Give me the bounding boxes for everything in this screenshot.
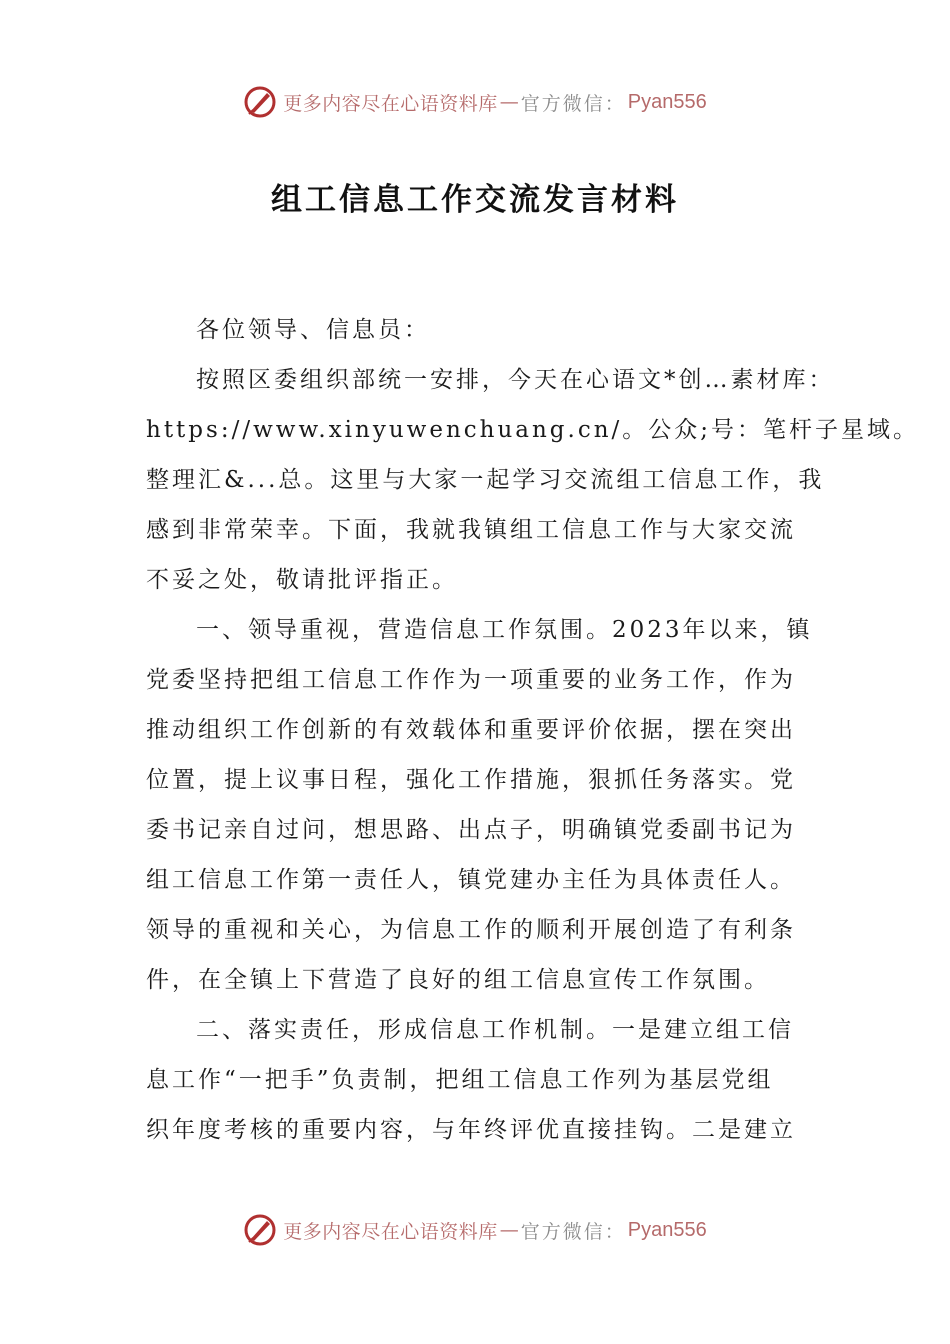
- document-line: 织年度考核的重要内容，与年终评优直接挂钩。二是建立: [146, 1117, 796, 1143]
- document-line: 委书记亲自过问，想思路、出点子，明确镇党委副书记为: [146, 817, 796, 843]
- banner-text: 更多内容尽在心语资料库: [283, 1220, 498, 1243]
- banner-wechat-id: Pyan556: [627, 90, 707, 113]
- document-line: 件，在全镇上下营造了良好的组工信息宣传工作氛围。: [146, 967, 770, 993]
- document-line: 各位领导、信息员：: [196, 317, 430, 343]
- document-line: https://www.xinyuwenchuang.cn/。公众;号：笔杆子星域。: [146, 417, 920, 443]
- document-line: 组工信息工作第一责任人，镇党建办主任为具体责任人。: [146, 867, 796, 893]
- banner-wechat-label: 官方微信：: [520, 1220, 626, 1243]
- document-title: 组工信息工作交流发言材料: [271, 182, 679, 218]
- document-line: 息工作“一把手”负责制，把组工信息工作列为基层党组: [146, 1067, 774, 1093]
- document-line: 党委坚持把组工信息工作作为一项重要的业务工作，作为: [146, 667, 796, 693]
- banner-dash: —: [499, 91, 519, 113]
- banner-text: 更多内容尽在心语资料库: [283, 92, 498, 115]
- banner-wechat-id: Pyan556: [627, 1218, 707, 1241]
- document-body: [146, 305, 920, 1155]
- document-line: 感到非常荣幸。下面，我就我镇组工信息工作与大家交流: [146, 517, 796, 543]
- banner-wechat-label: 官方微信：: [520, 92, 626, 115]
- document-line: 位置，提上议事日程，强化工作措施，狠抓任务落实。党: [146, 767, 796, 793]
- quill-logo-icon: [243, 1213, 277, 1247]
- quill-logo-icon: [243, 85, 277, 119]
- header-watermark-banner: [0, 80, 950, 124]
- document-line: 一、领导重视，营造信息工作氛围。2023年以来，镇: [196, 617, 813, 643]
- footer-watermark-banner: [0, 1208, 950, 1252]
- document-line: 整理汇&...总。这里与大家一起学习交流组工信息工作，我: [146, 467, 825, 493]
- document-line: 按照区委组织部统一安排，今天在心语文*创…素材库：: [196, 367, 835, 393]
- document-line: 二、落实责任，形成信息工作机制。一是建立组工信: [196, 1017, 794, 1043]
- document-line: 领导的重视和关心，为信息工作的顺利开展创造了有利条: [146, 917, 796, 943]
- document-line: 不妥之处，敬请批评指正。: [146, 567, 458, 593]
- banner-dash: —: [499, 1219, 519, 1241]
- document-line: 推动组织工作创新的有效载体和重要评价依据，摆在突出: [146, 717, 796, 743]
